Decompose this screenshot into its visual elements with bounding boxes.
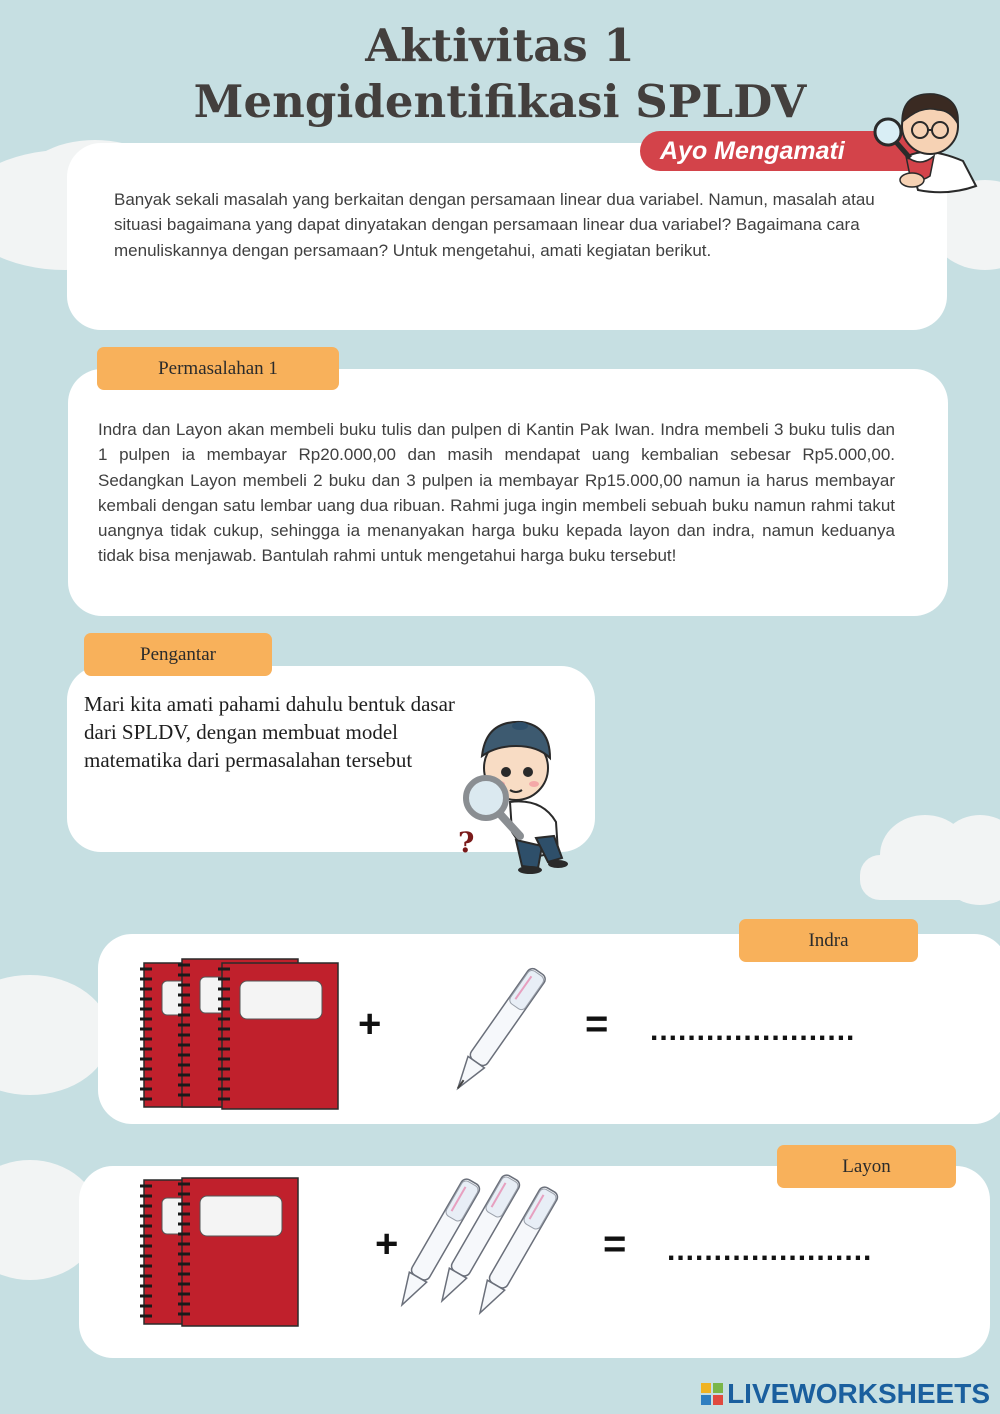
- layon-tag: [777, 1145, 956, 1188]
- pengantar-tag: [84, 633, 272, 676]
- indra-plus-sign: +: [358, 1002, 382, 1046]
- ayo-mengamati-label: Ayo Mengamati: [660, 136, 845, 165]
- indra-tag: [739, 919, 918, 962]
- intro-text: Banyak sekali masalah yang berkaitan dengan persamaan linear dua variabel. Namun, masalah atau situasi bagaimana yang dapat dinyatakan dengan persamaan linear dua variabel? Bagaimana cara menuliskannya dengan persamaan? Untuk mengetahui, amati kegiatan berikut.: [114, 190, 875, 260]
- layon-plus-sign: +: [375, 1222, 399, 1266]
- title-line-1: Aktivitas 1: [365, 19, 635, 72]
- cloud-right-mid-3: [860, 855, 1000, 900]
- detective-kid-illustration: [450, 712, 570, 874]
- svg-text:?: ?: [458, 826, 475, 859]
- three-notebooks-icon: [138, 955, 342, 1113]
- layon-equals-sign: =: [603, 1222, 627, 1266]
- layon-answer-field[interactable]: ......................: [667, 1234, 873, 1267]
- three-pens-icon: [386, 1166, 566, 1326]
- problem-tag-label: Permasalahan 1: [158, 357, 278, 379]
- pengantar-text: Mari kita amati pahami dahulu bentuk dasar dari SPLDV, dengan membuat model matematika dari permasalahan tersebut: [84, 692, 455, 772]
- liveworksheets-logo-icon: [701, 1383, 723, 1405]
- title-line-2: Mengidentifikasi SPLDV: [193, 75, 807, 128]
- problem-tag: [97, 347, 339, 390]
- cloud-left-mid: [0, 975, 110, 1095]
- liveworksheets-logo: [701, 1378, 990, 1410]
- layon-tag-label: Layon: [842, 1155, 891, 1177]
- page-title: [0, 18, 1000, 130]
- liveworksheets-brand-text: LIVEWORKSHEETS: [727, 1378, 990, 1409]
- pengantar-tag-label: Pengantar: [140, 643, 216, 665]
- two-notebooks-icon: [138, 1174, 302, 1330]
- indra-answer-field[interactable]: ......................: [650, 1014, 856, 1047]
- single-pen-icon: [446, 955, 550, 1107]
- indra-tag-label: Indra: [808, 929, 849, 951]
- boy-magnifier-illustration: [868, 86, 980, 198]
- problem-text: Indra dan Layon akan membeli buku tulis dan pulpen di Kantin Pak Iwan. Indra membeli 3 buku tulis dan 1 pulpen ia membayar Rp20.000,00 dan masih mendapat uang kembalian sebesar Rp5.000,00. Sedangkan Layon membeli 2 buku dan 3 pulpen ia membayar Rp15.000,00 namun ia harus membayar kembali dengan satu lembar uang dua ribuan. Rahmi juga ingin membeli sebuah buku namun rahmi takut uangnya tidak cukup, sehingga ia menanyakan harga buku kepada layon dan indra, namun keduanya tidak bisa menjawab. Bantulah rahmi untuk mengetahui harga buku tersebut!: [98, 420, 895, 566]
- indra-equals-sign: =: [585, 1002, 609, 1046]
